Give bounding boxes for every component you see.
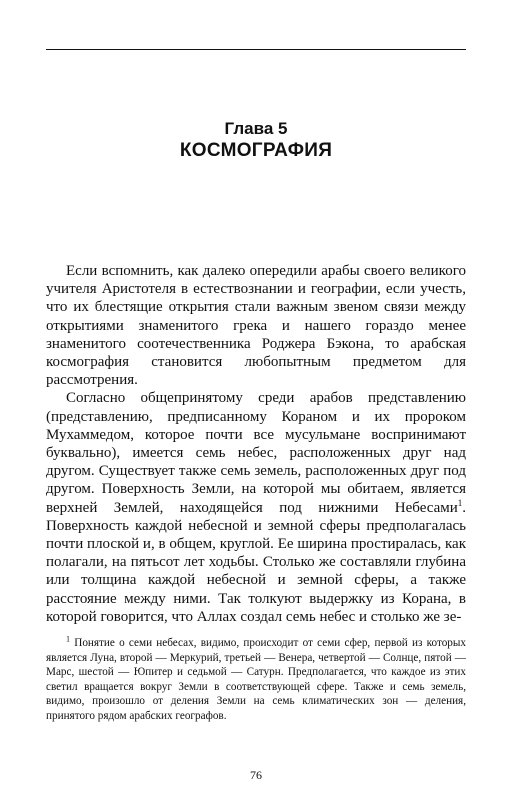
page-number: 76 [250, 768, 262, 782]
chapter-number: Глава 5 [224, 119, 288, 138]
chapter-title: КОСМОГРАФИЯ [179, 140, 333, 161]
footnote-reference[interactable]: 1 [457, 497, 463, 508]
paragraph-text: . Поверхность каждой небесной и земной сферы предполагалась почти плоской и, в общем, круглой. Ее ширина простиралась, как полагали, на пятьсот лет ходьбы. Столько же составляли глубина или толщина каждой небесной и земной сферы, а также расстояние между ними. Так толкуют выдержку из Корана, в которой говорится, что Аллах создал семь небес и столько же зе- [46, 499, 466, 625]
footnote [46, 636, 466, 723]
body-text [46, 262, 466, 626]
footnote-marker: 1 [66, 634, 70, 644]
header-rule [46, 49, 466, 50]
paragraph [46, 389, 466, 626]
chapter-heading [46, 118, 466, 162]
paragraph: Если вспомнить, как далеко опередили арабы своего великого учителя Аристотеля в естествознании и географии, если учесть, что их блестящие открытия стали важным звеном связи между открытиями знаменитого грека и нашего гораздо менее знаменитого соотечественника Роджера Бэкона, то арабская космография становится любопытным предметом для рассмотрения. [46, 263, 466, 389]
paragraph-text: Согласно общепринятому среди арабов представлению (представлению, предписанному Кораном и их пророком Мухаммедом, которое почти все мусульмане воспринимают буквально), имеется семь небес, расположенных друг над другом. Существует также семь земель, расположенных друг под другом. Поверхность Земли, на которой мы обитаем, является верхней Землей, находящейся под нижними Небесами [46, 390, 466, 516]
footnote-text: Понятие о семи небесах, видимо, происходит от семи сфер, первой из которых является Луна, второй — Меркурий, третьей — Венера, четвертой — Солнце, пятой — Марс, шестой — Юпитер и седьмой — Сатурн. Предполагается, что каждое из этих светил вращается вокруг Земли в соответствующей сфере. Также и семь земель, видимо, произошло от деления Земли на семь климатических зон — деления, принятого рядом арабских географов. [46, 637, 467, 722]
